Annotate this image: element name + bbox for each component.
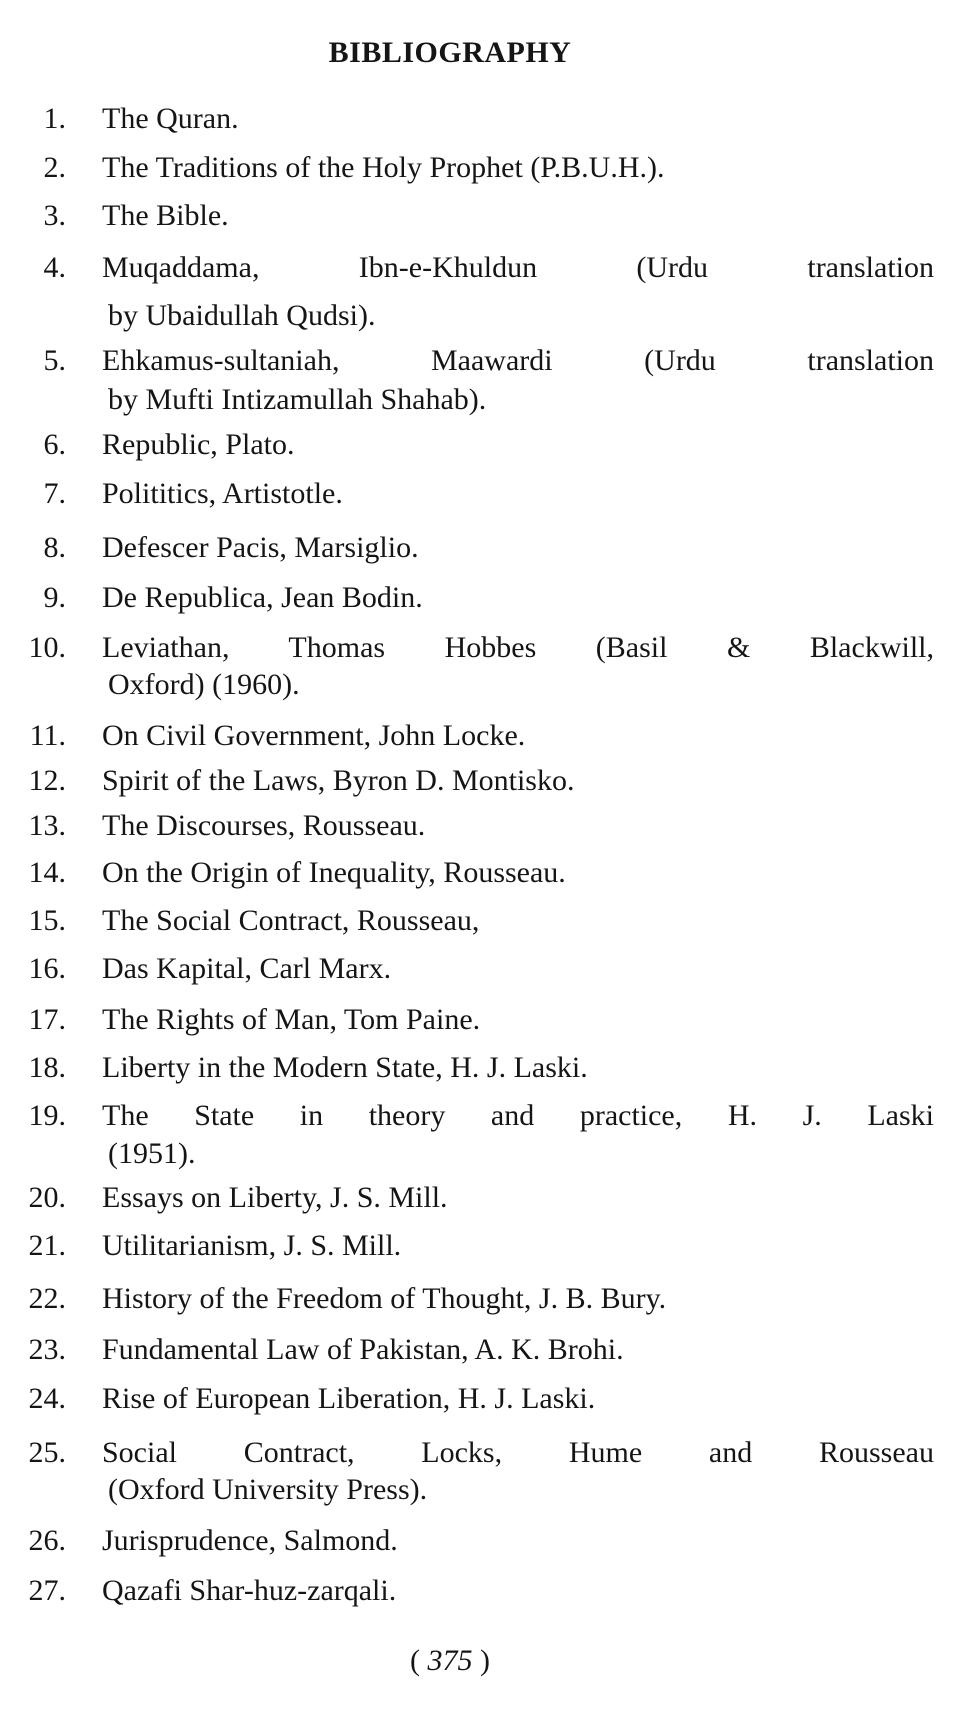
entry-text: On Civil Government, John Locke.: [102, 719, 526, 752]
entry-text: Social Contract, Locks, Hume and Rousseau: [102, 1436, 934, 1469]
entry-text: Fundamental Law of Pakistan, A. K. Brohi.: [102, 1333, 624, 1366]
entry-text: Leviathan, Thomas Hobbes (Basil & Blackwill,: [102, 631, 934, 664]
entry-number: 27.: [28, 1574, 66, 1607]
entry-continuation: (Oxford University Press).: [108, 1473, 428, 1506]
entry-text: Muqaddama, Ibn-e-Khuldun (Urdu translation: [102, 251, 934, 284]
entry-number: 26.: [28, 1524, 66, 1557]
entry-number: 18.: [28, 1051, 66, 1084]
entry-text: The Traditions of the Holy Prophet (P.B.U.H.).: [102, 151, 665, 184]
entry-number: 8.: [43, 531, 66, 564]
entry-number: 13.: [28, 809, 66, 842]
entry-text: Essays on Liberty, J. S. Mill.: [102, 1181, 448, 1214]
entry-text: The Quran.: [102, 102, 239, 135]
entry-text: Liberty in the Modern State, H. J. Laski.: [102, 1051, 588, 1084]
entry-number: 3.: [43, 199, 66, 232]
entry-text: Das Kapital, Carl Marx.: [102, 952, 392, 985]
entry-number: 10.: [28, 631, 66, 664]
entry-text: Qazafi Shar-huz-zarqali.: [102, 1574, 397, 1607]
entry-text: Polititics, Artistotle.: [102, 477, 343, 510]
entry-text: Defescer Pacis, Marsiglio.: [102, 531, 419, 564]
entry-number: 1.: [43, 102, 66, 135]
page-number-value: 375: [427, 1644, 473, 1677]
entry-number: 4.: [43, 251, 66, 284]
entry-number: 17.: [28, 1003, 66, 1036]
entry-number: 9.: [43, 581, 66, 614]
entry-number: 15.: [28, 904, 66, 937]
entry-text: The Bible.: [102, 199, 229, 232]
entry-number: 2.: [43, 151, 66, 184]
entry-number: 11.: [29, 719, 66, 752]
page-number-open-paren: (: [410, 1644, 420, 1677]
entry-text: Jurisprudence, Salmond.: [102, 1524, 398, 1557]
entry-number: 12.: [28, 764, 66, 797]
entry-text: Utilitarianism, J. S. Mill.: [102, 1229, 402, 1262]
entry-continuation: (1951).: [108, 1137, 196, 1170]
entry-number: 7.: [43, 477, 66, 510]
entry-number: 14.: [28, 856, 66, 889]
entry-number: 22.: [28, 1282, 66, 1315]
entry-number: 5.: [43, 344, 66, 377]
entry-text: The State in theory and practice, H. J. Laski: [102, 1099, 934, 1132]
entry-text: History of the Freedom of Thought, J. B. Bury.: [102, 1282, 667, 1315]
entry-text: Republic, Plato.: [102, 428, 295, 461]
entry-continuation: by Mufti Intizamullah Shahab).: [108, 383, 487, 416]
entry-text: On the Origin of Inequality, Rousseau.: [102, 856, 566, 889]
entry-text: Rise of European Liberation, H. J. Laski.: [102, 1382, 596, 1415]
entry-text: De Republica, Jean Bodin.: [102, 581, 423, 614]
entry-number: 21.: [28, 1229, 66, 1262]
page-title: BIBLIOGRAPHY: [328, 36, 572, 69]
entry-text: Ehkamus-sultaniah, Maawardi (Urdu translation: [102, 344, 934, 377]
entry-continuation: by Ubaidullah Qudsi).: [108, 299, 376, 332]
page-number: [0, 1644, 900, 1678]
entry-continuation: Oxford) (1960).: [108, 668, 300, 701]
entry-number: 25.: [28, 1436, 66, 1469]
entry-text: Spirit of the Laws, Byron D. Montisko.: [102, 764, 575, 797]
entry-number: 19.: [28, 1099, 66, 1132]
entry-text: The Rights of Man, Tom Paine.: [102, 1003, 481, 1036]
entry-number: 6.: [43, 428, 66, 461]
entry-number: 16.: [28, 952, 66, 985]
entry-text: The Social Contract, Rousseau,: [102, 904, 480, 937]
entry-number: 20.: [28, 1181, 66, 1214]
entry-number: 24.: [28, 1382, 66, 1415]
entry-number: 23.: [28, 1333, 66, 1366]
entry-text: The Discourses, Rousseau.: [102, 809, 426, 842]
page-number-close-paren: ): [480, 1644, 490, 1677]
